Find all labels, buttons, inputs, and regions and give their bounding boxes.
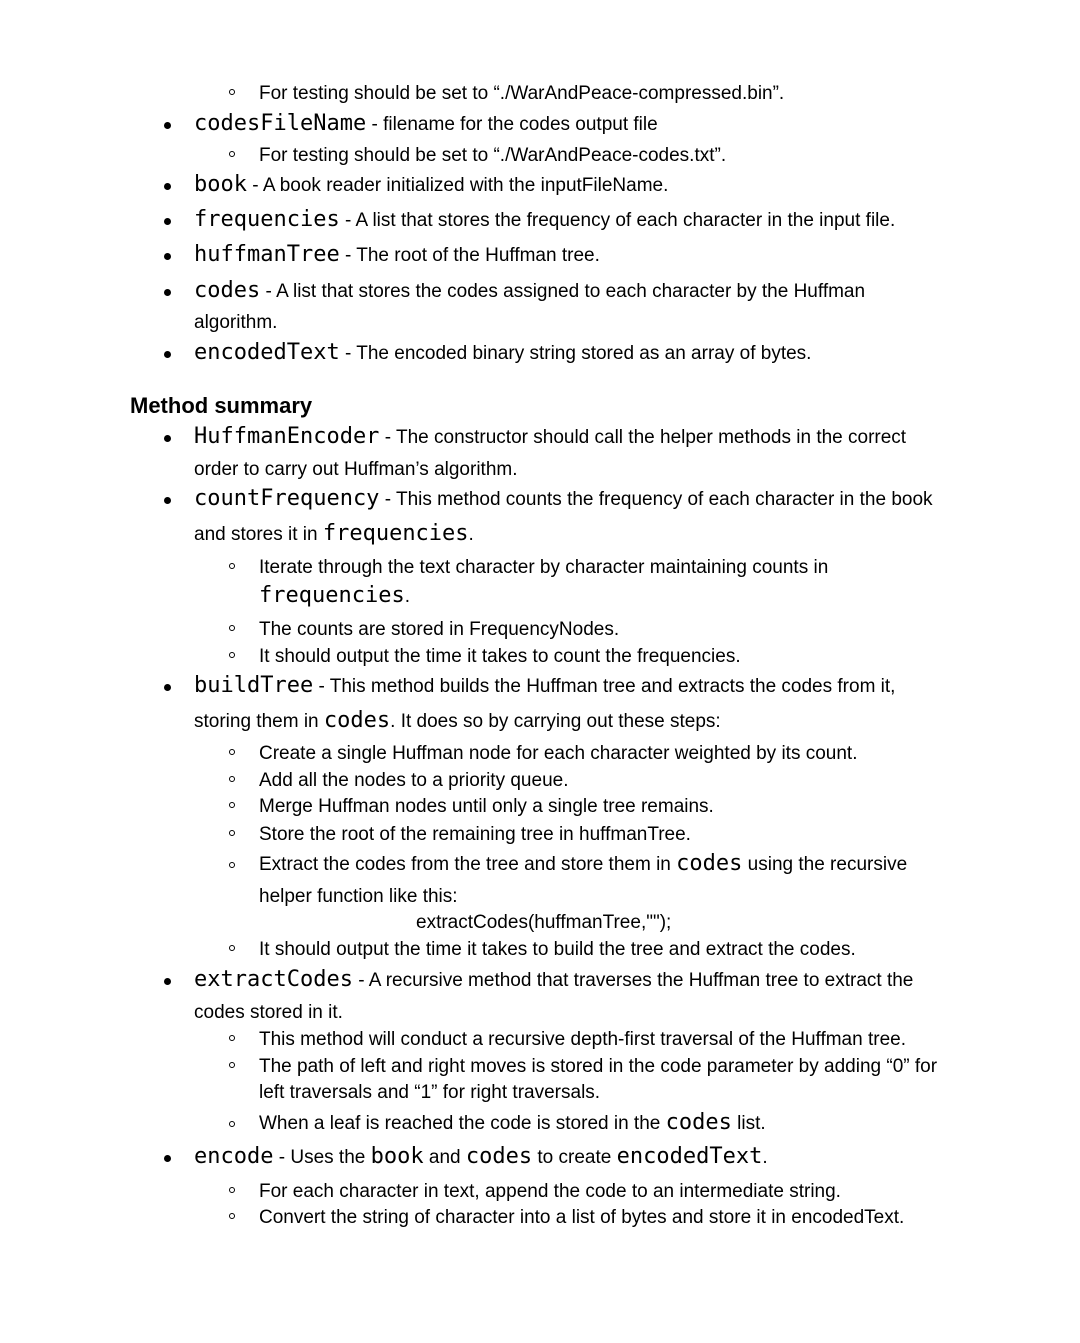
bullet <box>164 684 171 691</box>
countFrequency-step-3: It should output the time it takes to count the frequencies. <box>259 646 741 667</box>
codes-testing-note: For testing should be set to “./WarAndPeace-codes.txt”. <box>259 145 727 166</box>
text: using the recursive <box>742 854 908 875</box>
extractCodes-step-2: The path of left and right moves is stored in the code parameter by adding “0” for <box>259 1056 938 1077</box>
sub-bullet <box>229 776 235 782</box>
sub-bullet <box>229 862 235 868</box>
text: to create <box>532 1147 617 1168</box>
inline-code: frequencies <box>322 521 469 546</box>
sub-bullet <box>229 89 235 95</box>
text: . <box>404 586 410 607</box>
buildTree-step-3: Merge Huffman nodes until only a single tree remains. <box>259 796 714 817</box>
field-desc: - The encoded binary string stored as an array of bytes. <box>339 343 812 364</box>
bullet <box>164 253 171 260</box>
buildTree-step-5-cont: helper function like this: <box>259 886 458 907</box>
bullet <box>164 183 171 190</box>
buildTree-step-2: Add all the nodes to a priority queue. <box>259 770 569 791</box>
countFrequency-step-1-cont <box>259 585 410 607</box>
field-codes-cont: algorithm. <box>194 312 278 333</box>
compressed-testing-note: For testing should be set to “./WarAndPeace-compressed.bin”. <box>259 83 785 104</box>
sub-bullet <box>229 1062 235 1068</box>
text: and stores it in <box>194 524 323 545</box>
inline-code: codes <box>665 1110 732 1135</box>
sub-bullet <box>229 1187 235 1193</box>
field-name: huffmanTree <box>194 242 340 267</box>
field-huffmanTree <box>194 244 600 266</box>
sub-bullet <box>229 1035 235 1041</box>
extractCodes-step-1: This method will conduct a recursive depth-first traversal of the Huffman tree. <box>259 1029 906 1050</box>
field-name: codesFileName <box>194 111 367 136</box>
inline-code: codes <box>676 851 743 876</box>
field-desc: - The root of the Huffman tree. <box>339 245 600 266</box>
extractCodes-call-example: extractCodes(huffmanTree,""); <box>416 912 672 933</box>
encode-step-2: Convert the string of character into a list of bytes and store it in encodedText. <box>259 1207 905 1228</box>
method-desc: - A recursive method that traverses the Huffman tree to extract the <box>352 970 914 991</box>
bullet <box>164 435 171 442</box>
field-codes <box>194 280 865 302</box>
method-buildTree-cont <box>194 710 721 732</box>
sub-bullet <box>229 1213 235 1219</box>
text: and <box>423 1147 466 1168</box>
sub-bullet <box>229 802 235 808</box>
method-name: extractCodes <box>194 967 353 992</box>
bullet <box>164 978 171 985</box>
countFrequency-step-1: Iterate through the text character by character maintaining counts in <box>259 557 829 578</box>
method-name: encode <box>194 1144 274 1169</box>
field-name: encodedText <box>194 340 340 365</box>
section-heading: Method summary <box>130 393 313 418</box>
text: list. <box>731 1113 766 1134</box>
field-desc: - A list that stores the frequency of each character in the input file. <box>339 210 896 231</box>
inline-code: encodedText <box>616 1144 763 1169</box>
method-desc: - This method builds the Huffman tree and extracts the codes from it, <box>313 676 896 697</box>
inline-code: frequencies <box>259 583 405 608</box>
buildTree-step-5 <box>259 853 907 875</box>
method-huffmanEncoder <box>194 426 906 448</box>
method-countFrequency <box>194 488 933 510</box>
inline-code: codes <box>323 708 391 733</box>
field-name: codes <box>194 278 261 303</box>
method-buildTree <box>194 675 895 697</box>
method-name: HuffmanEncoder <box>194 424 380 449</box>
buildTree-step-4: Store the root of the remaining tree in huffmanTree. <box>259 824 691 845</box>
sub-bullet <box>229 945 235 951</box>
extractCodes-step-2-cont: left traversals and “1” for right traversals. <box>259 1082 601 1103</box>
method-desc: - This method counts the frequency of each character in the book <box>379 489 933 510</box>
text: - Uses the <box>273 1147 371 1168</box>
method-extractCodes-cont: codes stored in it. <box>194 1002 343 1023</box>
extractCodes-step-3 <box>259 1112 766 1134</box>
bullet <box>164 289 171 296</box>
sub-bullet <box>229 625 235 631</box>
field-desc: - A book reader initialized with the inputFileName. <box>246 175 669 196</box>
bullet <box>164 497 171 504</box>
buildTree-step-1: Create a single Huffman node for each character weighted by its count. <box>259 743 858 764</box>
inline-code: book <box>370 1144 424 1169</box>
method-encode <box>194 1146 768 1168</box>
text: storing them in <box>194 711 324 732</box>
field-book <box>194 174 668 196</box>
field-encodedText <box>194 342 811 364</box>
bullet <box>164 1155 171 1162</box>
field-codesFileName <box>194 113 658 135</box>
method-name: countFrequency <box>194 486 380 511</box>
sub-bullet <box>229 749 235 755</box>
method-name: buildTree <box>194 673 314 698</box>
text: . It does so by carrying out these steps: <box>390 711 721 732</box>
field-desc: - filename for the codes output file <box>366 114 658 135</box>
text: . <box>468 524 474 545</box>
sub-bullet <box>229 563 235 569</box>
sub-bullet <box>229 652 235 658</box>
method-extractCodes <box>194 969 913 991</box>
field-name: book <box>194 172 247 197</box>
sub-bullet <box>229 1121 235 1127</box>
text: Extract the codes from the tree and store them in <box>259 854 677 875</box>
buildTree-step-6: It should output the time it takes to build the tree and extract the codes. <box>259 939 856 960</box>
countFrequency-step-2: The counts are stored in FrequencyNodes. <box>259 619 620 640</box>
bullet <box>164 218 171 225</box>
field-name: frequencies <box>194 207 340 232</box>
text: When a leaf is reached the code is stored in the <box>259 1113 666 1134</box>
inline-code: codes <box>465 1144 533 1169</box>
sub-bullet <box>229 151 235 157</box>
method-desc: - The constructor should call the helper methods in the correct <box>379 427 907 448</box>
field-frequencies <box>194 209 895 231</box>
encode-step-1: For each character in text, append the code to an intermediate string. <box>259 1181 841 1202</box>
bullet <box>164 351 171 358</box>
sub-bullet <box>229 830 235 836</box>
text: . <box>762 1147 768 1168</box>
bullet <box>164 122 171 129</box>
method-huffmanEncoder-cont: order to carry out Huffman’s algorithm. <box>194 459 518 480</box>
method-countFrequency-cont <box>194 523 474 545</box>
field-desc: - A list that stores the codes assigned to each character by the Huffman <box>260 281 866 302</box>
